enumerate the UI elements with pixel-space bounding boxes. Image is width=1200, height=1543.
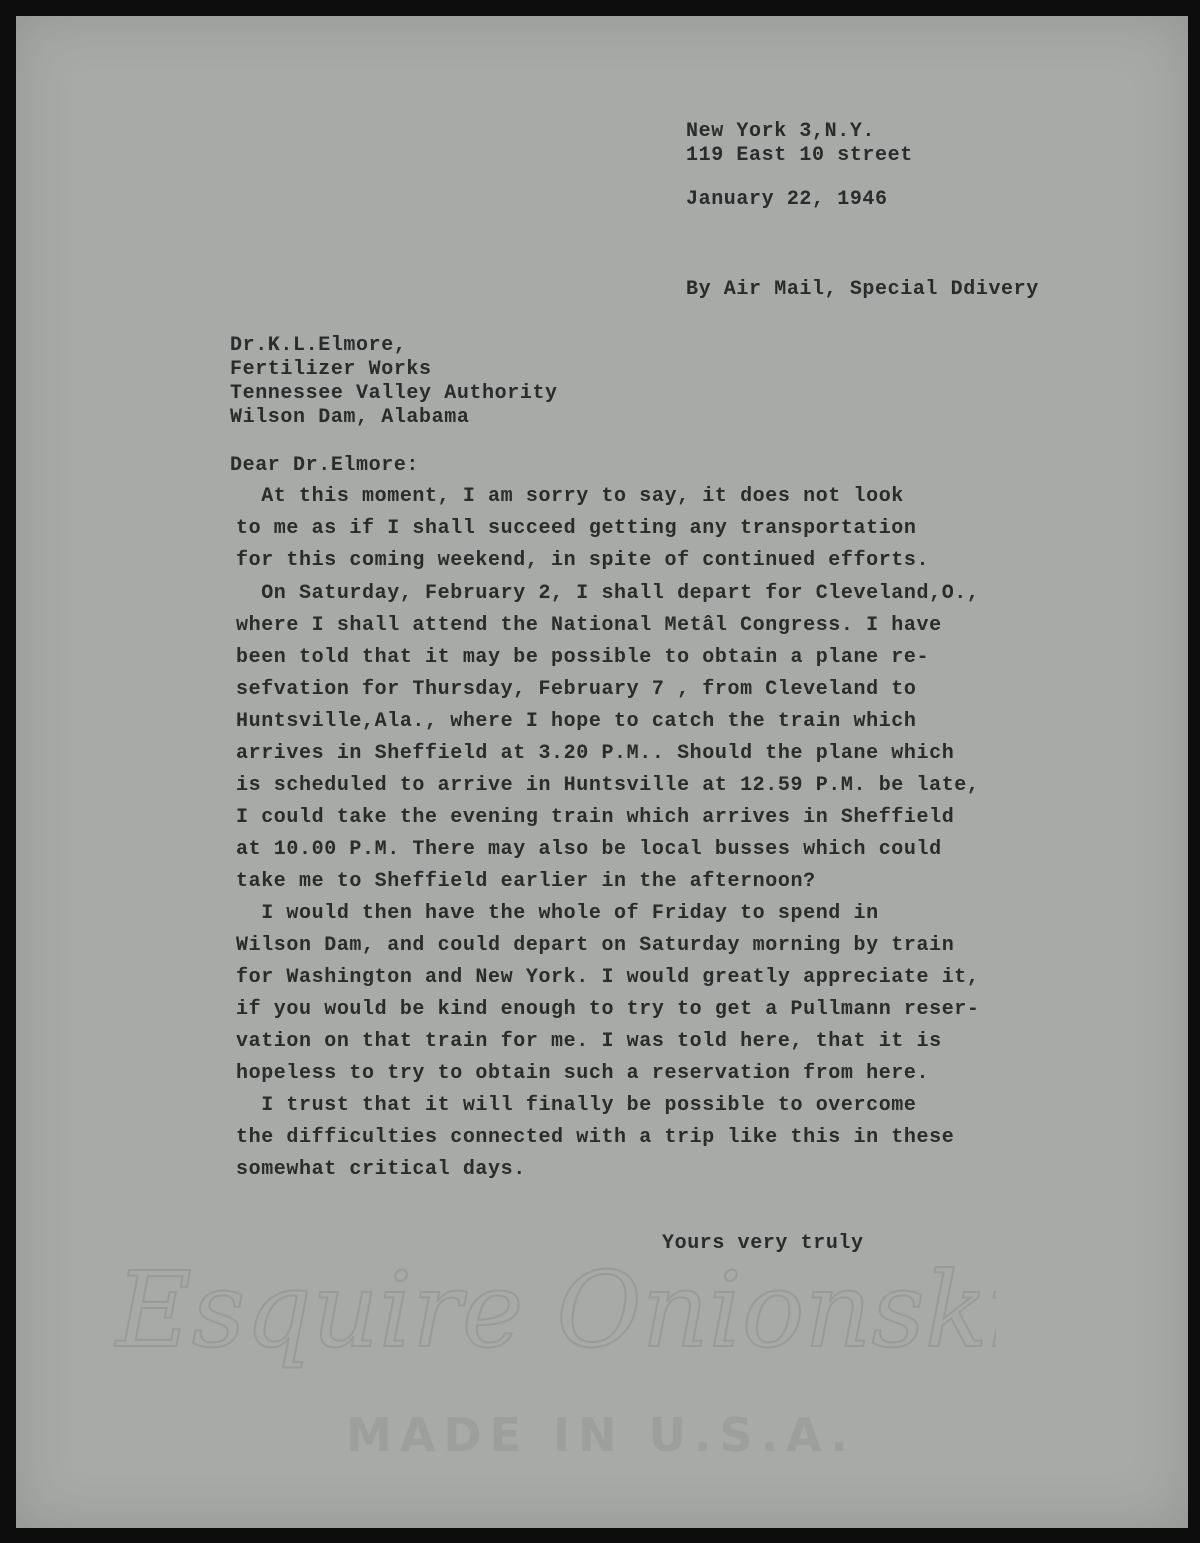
letter-sheet (16, 16, 1188, 1528)
body-line: at 10.00 P.M. There may also be local busses which could (236, 838, 942, 861)
watermark-brand: Esquire Onionskin (116, 1249, 996, 1371)
body-line: I would then have the whole of Friday to spend in (236, 902, 879, 925)
letter-date: January 22, 1946 (686, 188, 888, 211)
recipient-line-2: Fertilizer Works (230, 358, 432, 381)
return-address-line-1: New York 3,N.Y. (686, 120, 876, 143)
body-line: if you would be kind enough to try to get a Pullmann reser- (236, 998, 980, 1021)
body-line: Huntsville,Ala., where I hope to catch the train which (236, 710, 917, 733)
body-line: I trust that it will finally be possible to overcome (236, 1094, 917, 1117)
body-line: been told that it may be possible to obtain a plane re- (236, 646, 930, 669)
body-line: At this moment, I am sorry to say, it does not look (236, 485, 904, 508)
recipient-line-3: Tennessee Valley Authority (230, 382, 558, 405)
body-line: the difficulties connected with a trip like this in these (236, 1126, 955, 1149)
recipient-line-1: Dr.K.L.Elmore, (230, 334, 407, 357)
body-line: On Saturday, February 2, I shall depart for Cleveland,O., (236, 582, 980, 605)
body-line: where I shall attend the National Metâl Congress. I have (236, 614, 942, 637)
watermark-made-in: MADE IN U.S.A. (346, 1408, 856, 1462)
recipient-line-4: Wilson Dam, Alabama (230, 406, 470, 429)
body-line: take me to Sheffield earlier in the afternoon? (236, 870, 816, 893)
body-line: hopeless to try to obtain such a reservation from here. (236, 1062, 930, 1085)
body-line: I could take the evening train which arrives in Sheffield (236, 806, 955, 829)
body-line: is scheduled to arrive in Huntsville at 12.59 P.M. be late, (236, 774, 980, 797)
salutation: Dear Dr.Elmore: (230, 454, 420, 477)
body-line: arrives in Sheffield at 3.20 P.M.. Should the plane which (236, 742, 955, 765)
delivery-method: By Air Mail, Special Ddivery (686, 278, 1039, 301)
body-line: vation on that train for me. I was told here, that it is (236, 1030, 942, 1053)
body-line: for this coming weekend, in spite of continued efforts. (236, 549, 930, 572)
body-line: to me as if I shall succeed getting any transportation (236, 517, 917, 540)
return-address-line-2: 119 East 10 street (686, 144, 913, 167)
paper-watermark (96, 1216, 996, 1516)
closing: Yours very truly (662, 1232, 864, 1255)
body-line: for Washington and New York. I would greatly appreciate it, (236, 966, 980, 989)
body-line: somewhat critical days. (236, 1158, 526, 1181)
body-line: sefvation for Thursday, February 7 , from Cleveland to (236, 678, 917, 701)
body-line: Wilson Dam, and could depart on Saturday morning by train (236, 934, 955, 957)
